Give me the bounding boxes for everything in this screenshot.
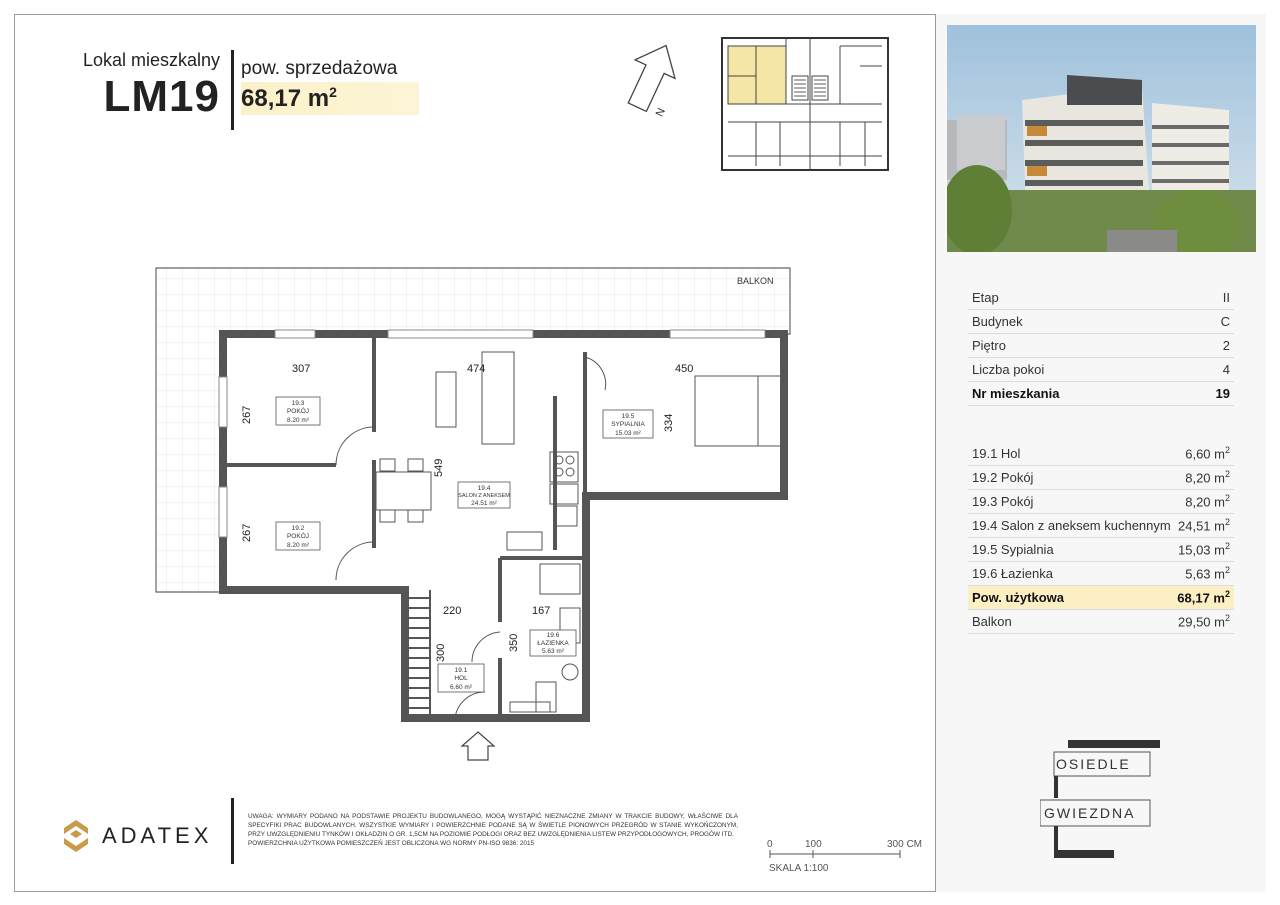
room-label: Pow. użytkowa xyxy=(972,590,1064,605)
room-num-19-3: 19.3 xyxy=(291,400,305,407)
dim-220: 220 xyxy=(443,605,462,617)
info-row-nr-mieszkania xyxy=(968,382,1234,406)
info-value: 19 xyxy=(1215,386,1230,401)
room-area-19-1: 6.60 m² xyxy=(449,684,473,691)
dim-350: 350 xyxy=(508,633,520,652)
room-name-19-5: SYPIALNIA xyxy=(611,421,645,428)
room-label: Balkon xyxy=(972,614,1012,629)
balcony-label: BALKON xyxy=(737,276,774,286)
room-area-19-4: 24.51 m² xyxy=(471,500,497,507)
room-area: 8,20 m xyxy=(1185,494,1225,510)
dim-450: 450 xyxy=(675,363,694,375)
north-letter: N xyxy=(653,106,669,119)
info-row-liczba-pokoi xyxy=(968,358,1234,382)
room-value xyxy=(1185,565,1230,581)
room-area-19-3: 8.20 m² xyxy=(286,417,310,424)
info-label: Etap xyxy=(972,290,999,305)
room-row-lazienka xyxy=(968,562,1234,586)
room-name-19-2: POKÓJ xyxy=(286,533,310,540)
room-value xyxy=(1178,541,1230,557)
adatex-logo-text: ADATEX xyxy=(102,823,213,848)
table-gap xyxy=(968,406,1234,442)
room-area-19-5: 15.03 m² xyxy=(615,430,641,437)
room-value xyxy=(1185,469,1230,485)
room-row-total xyxy=(968,586,1234,610)
room-row-hol xyxy=(968,442,1234,466)
room-area: 15,03 m xyxy=(1178,542,1225,558)
scale-bar xyxy=(765,838,935,878)
room-num-19-1: 19.1 xyxy=(454,667,468,674)
adatex-logo xyxy=(58,818,212,854)
dim-307: 307 xyxy=(292,363,311,375)
area-number: 68,17 m xyxy=(241,85,330,112)
room-sup: 2 xyxy=(1224,565,1230,576)
room-sup: 2 xyxy=(1224,445,1230,456)
scale-100: 100 xyxy=(805,839,822,850)
note-divider xyxy=(231,798,234,864)
disclaimer-text-2: POWIERZCHNIA UŻYTKOWA POMIESZCZEŃ JEST OBLICZONA WG NORMY PN-ISO 9836: 2015 xyxy=(248,840,535,847)
scale-0: 0 xyxy=(767,839,773,850)
room-label: 19.6 Łazienka xyxy=(972,566,1053,581)
area-label: pow. sprzedażowa xyxy=(241,58,398,79)
room-sup: 2 xyxy=(1224,589,1230,600)
info-value: II xyxy=(1222,290,1230,305)
dim-267-b: 267 xyxy=(241,523,253,542)
adatex-logo-icon xyxy=(58,818,94,854)
room-name-19-1: HOL xyxy=(454,675,468,682)
room-value xyxy=(1178,613,1230,629)
room-area: 8,20 m xyxy=(1185,470,1225,486)
area-value xyxy=(241,82,419,115)
dim-300: 300 xyxy=(435,643,447,662)
room-label: 19.3 Pokój xyxy=(972,494,1034,509)
room-label: 19.2 Pokój xyxy=(972,470,1034,485)
room-area: 24,51 m xyxy=(1178,518,1225,534)
room-num-19-2: 19.2 xyxy=(291,525,305,532)
apartment-info-table xyxy=(968,286,1234,634)
scale-label: SKALA 1:100 xyxy=(769,863,829,874)
room-row-salon xyxy=(968,514,1234,538)
disclaimer-text: UWAGA: WYMIARY PODANO NA PODSTAWIE PROJEKTU BUDOWLANEGO, MOGĄ WYSTĄPIĆ NIEZNACZNE ZMIANY W TRAKCIE BUDOWY, WŁAŚCIWE DLA SPECYFIKI PRAC BUDOWLANYCH. WSZYSTKIE WYMIARY I POWIERZCHNIE PODANE SĄ W ŚWIETLE PIONOWYCH PRZEGRÓD W STANIE WYKOŃCZONYM, PRZY UWZGLĘDNIENIU TYNKÓW I OKŁADZIN O GR. 1,5CM NA POZIOMIE PODŁOGI ORAZ BEZ UWZGLĘDNIENIA LISTEW PRZYPODŁOGOWYCH, PROGÓW ITD. xyxy=(248,813,738,838)
room-row-sypialnia xyxy=(968,538,1234,562)
brand-osiedle: OSIEDLE xyxy=(1056,756,1131,772)
info-row-etap xyxy=(968,286,1234,310)
room-sup: 2 xyxy=(1224,493,1230,504)
info-value: 4 xyxy=(1222,362,1230,377)
room-area: 29,50 m xyxy=(1178,614,1225,630)
room-value xyxy=(1185,493,1230,509)
room-name-19-4: SALON Z ANEKSEM xyxy=(458,493,510,499)
scale-300: 300 CM xyxy=(887,839,923,850)
floor-plan xyxy=(150,262,800,762)
room-area-19-6: 5.63 m² xyxy=(541,648,565,655)
room-row-pokoj-3 xyxy=(968,490,1234,514)
room-value xyxy=(1177,589,1230,605)
room-row-balkon xyxy=(968,610,1234,634)
unit-heading xyxy=(40,50,220,123)
info-row-pietro xyxy=(968,334,1234,358)
room-area: 5,63 m xyxy=(1185,566,1225,582)
room-sup: 2 xyxy=(1224,541,1230,552)
header-divider xyxy=(231,50,234,130)
room-row-pokoj-2 xyxy=(968,466,1234,490)
info-value: 2 xyxy=(1222,338,1230,353)
dim-334: 334 xyxy=(663,413,675,432)
disclaimer-note xyxy=(248,812,738,848)
info-label: Piętro xyxy=(972,338,1006,353)
osiedle-gwiezdna-logo xyxy=(1040,740,1160,860)
dim-474: 474 xyxy=(467,363,486,375)
dim-167: 167 xyxy=(532,605,551,617)
entrance-arrow-icon xyxy=(462,732,494,760)
north-arrow-icon xyxy=(610,38,690,123)
room-num-19-4: 19.4 xyxy=(477,485,491,492)
room-name-19-6: ŁAZIENKA xyxy=(537,640,569,647)
info-row-budynek xyxy=(968,310,1234,334)
room-sup: 2 xyxy=(1224,469,1230,480)
room-num-19-5: 19.5 xyxy=(621,413,635,420)
room-value xyxy=(1178,517,1230,533)
dim-267-a: 267 xyxy=(241,405,253,424)
unit-code: LM19 xyxy=(103,72,220,121)
room-label: 19.4 Salon z aneksem kuchennym xyxy=(972,518,1171,533)
dim-549: 549 xyxy=(433,458,445,477)
unit-type: Lokal mieszkalny xyxy=(82,50,220,70)
info-label: Nr mieszkania xyxy=(972,386,1060,401)
brand-gwiezdna: GWIEZDNA xyxy=(1044,805,1136,821)
room-label: 19.5 Sypialnia xyxy=(972,542,1054,557)
building-photo xyxy=(947,25,1256,252)
area-heading xyxy=(241,58,419,115)
room-num-19-6: 19.6 xyxy=(546,632,560,639)
room-sup: 2 xyxy=(1224,517,1230,528)
info-label: Liczba pokoi xyxy=(972,362,1045,377)
key-plan xyxy=(720,36,890,172)
info-label: Budynek xyxy=(972,314,1023,329)
room-area-19-2: 8.20 m² xyxy=(286,542,310,549)
area-sup: 2 xyxy=(329,84,337,100)
room-name-19-3: POKÓJ xyxy=(286,408,310,415)
room-label: 19.1 Hol xyxy=(972,446,1021,461)
room-area: 6,60 m xyxy=(1185,446,1225,462)
room-sup: 2 xyxy=(1224,613,1230,624)
info-value: C xyxy=(1220,314,1230,329)
room-value xyxy=(1185,445,1230,461)
room-area: 68,17 m xyxy=(1177,590,1225,606)
